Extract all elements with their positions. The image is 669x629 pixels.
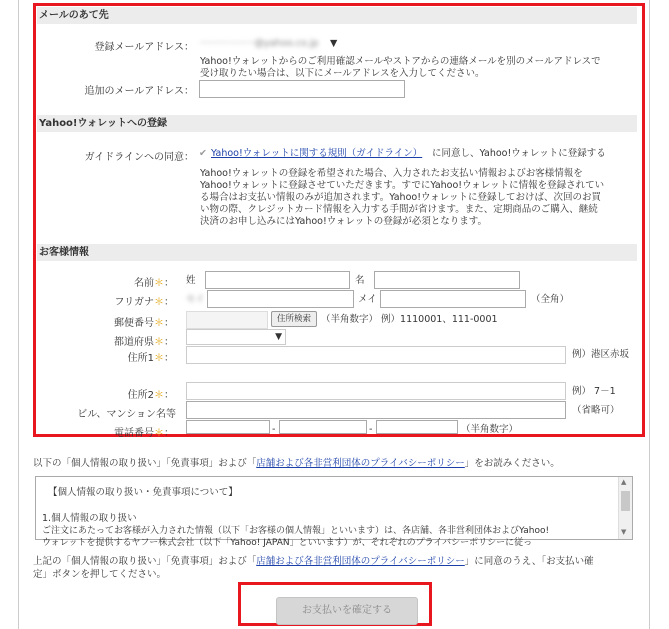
guideline-link[interactable]: Yahoo!ウォレットに関する規則（ガイドライン） xyxy=(211,148,423,159)
additional-email-label: 追加のメールアドレス： xyxy=(84,86,194,97)
addr1-label: 住所1＊： xyxy=(127,353,174,364)
privacy-box-item: 1.個人情報の取り扱い xyxy=(42,513,137,524)
addr2-input[interactable] xyxy=(186,382,566,400)
building-label: ビル、マンション名等 xyxy=(77,409,176,420)
agreement-line1: 上記の「個人情報の取り扱い」「免責事項」および「店舗および各非営利団体のプライバシーポリシー」に同意のうえ、「お支払い確 xyxy=(33,556,594,567)
mail-note-line1: Yahoo!ウォレットからのご利用確認メールやストアからの連絡メールを別のメールアドレスで xyxy=(200,56,601,67)
mei-input[interactable] xyxy=(374,271,520,289)
scroll-up-icon[interactable]: ▲ xyxy=(621,478,627,486)
confirm-payment-button[interactable]: お支払いを確定する xyxy=(276,597,418,625)
customer-section-heading: お客様情報 xyxy=(37,244,637,261)
wallet-desc-line-3: る場合はお支払い情報のみが追加されます。Yahoo!ウォレットに登録しておけば、次回のお買 xyxy=(200,192,602,203)
phone-input-3[interactable] xyxy=(376,420,458,434)
kana-sei-input[interactable] xyxy=(207,290,354,308)
building-note: （省略可） xyxy=(572,405,620,416)
phone-input-2[interactable] xyxy=(279,420,367,434)
privacy-policy-link-2[interactable]: 店舗および各非営利団体のプライバシーポリシー xyxy=(256,556,465,567)
postal-label: 郵便番号＊： xyxy=(114,318,174,329)
phone-label: 電話番号＊： xyxy=(114,428,174,439)
phone-input-1[interactable] xyxy=(186,420,270,434)
privacy-box-line2: ウォレットを提供するヤフー株式会社（以下「Yahoo! JAPAN」といいます）が、それぞれのプライバシーポリシーに従っ xyxy=(42,538,533,548)
privacy-box-title: 【個人情報の取り扱い・免責事項について】 xyxy=(48,487,238,498)
kana-sei-label: セイ xyxy=(186,294,205,305)
additional-email-input[interactable] xyxy=(199,80,405,98)
addr1-example: 例）港区赤坂 xyxy=(572,349,630,360)
guideline-label: ガイドラインへの同意： xyxy=(84,152,194,163)
registered-email-label: 登録メールアドレス： xyxy=(94,42,194,53)
pref-label: 都道府県＊： xyxy=(114,337,174,348)
privacy-policy-link[interactable]: 店舗および各非営利団体のプライバシーポリシー xyxy=(256,458,465,469)
guideline-checkbox[interactable]: ✔ xyxy=(199,148,207,159)
email-dropdown-arrow-icon[interactable]: ▼ xyxy=(330,38,338,49)
wallet-desc-line-5: 決済のお申し込みにはYahoo!ウォレットの登録が必須となります。 xyxy=(200,216,488,227)
mail-section-heading: メールのあて先 xyxy=(37,7,637,24)
prefecture-select[interactable] xyxy=(186,329,286,345)
kana-mei-label: メイ xyxy=(358,294,377,305)
agreement-line2: 定」ボタンを押してください。 xyxy=(33,569,167,580)
scroll-thumb[interactable] xyxy=(621,491,630,511)
privacy-scrollbar[interactable] xyxy=(618,477,632,539)
phone-note: （半角数字） xyxy=(461,424,519,435)
postal-input[interactable] xyxy=(186,311,268,329)
wallet-desc-line-2: Yahoo!ウォレットに登録させていただきます。すでにYahoo!ウォレットに情報を登録されてい xyxy=(200,180,605,191)
scroll-down-icon[interactable]: ▼ xyxy=(621,528,627,536)
privacy-intro: 以下の「個人情報の取り扱い」「免責事項」および「店舗および各非営利団体のプライバシーポリシー」をお読みください。 xyxy=(33,458,560,469)
name-label: 名前＊： xyxy=(134,278,174,289)
kana-note: （全角） xyxy=(531,294,570,305)
postal-note: （半角数字） 例）1110001、111-0001 xyxy=(321,314,498,325)
wallet-desc-line-4: い物の際、クレジットカード情報を入力する手間が省けます。また、定期商品のご購入、継続 xyxy=(200,204,598,215)
wallet-desc-line-1: Yahoo!ウォレットの登録を希望された場合、入力されたお支払い情報およびお客様情報を xyxy=(200,168,583,179)
wallet-section-heading: Yahoo!ウォレットへの登録 xyxy=(37,115,637,132)
building-input[interactable] xyxy=(186,401,566,419)
addr2-example: 例） 7－1 xyxy=(572,386,616,397)
mail-note-line2: 受け取りたい場合は、以下にメールアドレスを入力してください。 xyxy=(200,68,485,79)
kana-label: フリガナ＊： xyxy=(114,297,174,308)
guideline-suffix: に同意し、Yahoo!ウォレットに登録する xyxy=(432,148,606,159)
privacy-textbox[interactable] xyxy=(35,476,633,548)
phone-separator-1: - xyxy=(272,424,276,435)
privacy-box-line: ご注文にあたってお客様が入力された情報（以下「お客様の個人情報」といいます）は、各店舗、各非営利団体およびYahoo! xyxy=(42,526,550,536)
registered-email-value: ··················@yahoo.co.jp xyxy=(200,38,319,49)
addr1-input[interactable] xyxy=(186,346,566,364)
mei-label: 名 xyxy=(355,275,365,286)
chevron-down-icon: ▼ xyxy=(275,332,282,342)
phone-separator-2: - xyxy=(369,424,373,435)
addr2-label: 住所2＊： xyxy=(127,390,174,401)
sei-input[interactable] xyxy=(205,271,350,289)
address-search-button[interactable]: 住所検索 xyxy=(271,311,317,327)
sei-label: 姓 xyxy=(186,275,196,286)
kana-mei-input[interactable] xyxy=(380,290,526,308)
